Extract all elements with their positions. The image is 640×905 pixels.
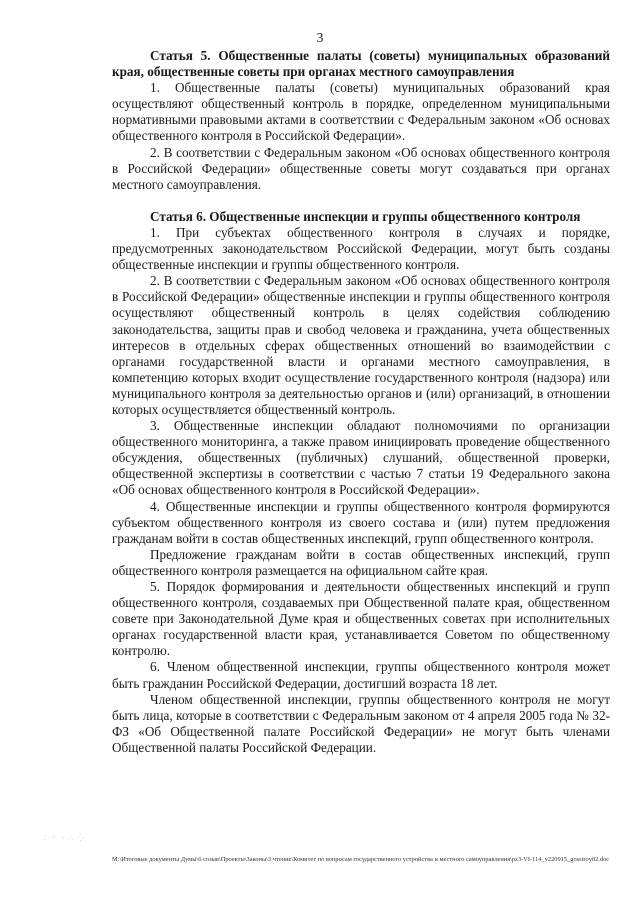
article-6-paragraph: 1. При субъектах общественного контроля в случаях и порядке, предусмотренных законодательством Российской Федерации, могут быть созданы общественные инспекции и группы общественного контроля. xyxy=(112,224,610,273)
article-6-heading: Статья 6. Общественные инспекции и группы общественного контроля xyxy=(150,208,581,224)
article-6-paragraph: Предложение гражданам войти в состав общественных инспекций, групп общественного контроля размещается на официальном сайте края. xyxy=(112,546,610,578)
article-6-paragraph: 6. Членом общественной инспекции, группы общественного контроля может быть гражданин Российской Федерации, достигший возраста 18 лет. xyxy=(112,659,610,691)
article-5-heading: Статья 5. Общественные палаты (советы) муниципальных образований края, общественные советы при органах местного самоуправления xyxy=(112,48,610,80)
footer-file-path: M:\Итоговые документы Думы\6 созыв\Проекты\Законы\3 чтение\Комитет по вопросам государственного устройства и местного самоуправления\pz3-VI-114_v220915_gosstroy02.doc xyxy=(112,856,610,863)
article-6-paragraph: 4. Общественные инспекции и группы общественного контроля формируются субъектом общественного контроля из своего состава и (или) путем предложения гражданам войти в состав общественных инспекций, групп общественного контроля. xyxy=(112,498,610,546)
article-6-paragraph: 2. В соответствии с Федеральным законом «Об основах общественного контроля в Российской Федерации» общественные инспекции и группы общественного контроля осуществляют общественный контроль в целях содействия соблюдению законодательства, защиты прав и свобод человека и гражданина, учета общественных интересов в отдельных сферах общественных отношений во взаимодействии с органами государственной власти и органами местного самоуправления, в компетенцию которых входит осуществление государственного контроля (надзора) или муниципального контроля за деятельностью органов и (или) организаций, в отношении которых осуществляется общественный контроль. xyxy=(112,273,610,417)
document-body xyxy=(112,48,610,756)
page-number: 3 xyxy=(316,30,324,45)
article-6-paragraph: 5. Порядок формирования и деятельности общественных инспекций и групп общественного контроля, создаваемых при Общественной палате края, общественном совете при Законодательной Думе края и общественных советах при исполнительных органах государственной власти края, устанавливается Советом по общественному контролю. xyxy=(112,579,610,659)
article-5-paragraph: 1. Общественные палаты (советы) муниципальных образований края осуществляют общественный контроль в порядке, определенном муниципальными нормативными правовыми актами в соответствии с Федеральным законом «Об основах общественного контроля в Российской Федерации». xyxy=(112,80,610,144)
scan-artifact: ⁚ ⁘ ⁖ ∴ ⁛ xyxy=(44,834,85,842)
article-5-paragraph: 2. В соответствии с Федеральным законом «Об основах общественного контроля в Российской Федерации» общественные советы могут создаваться при органах местного самоуправления. xyxy=(112,144,610,192)
section-gap xyxy=(112,193,610,209)
article-6-paragraph: Членом общественной инспекции, группы общественного контроля не могут быть лица, которые в соответствии с Федеральным законом от 4 апреля 2005 года № 32-ФЗ «Об Общественной палате Российской Федерации» не могут быть членами Общественной палаты Российской Федерации. xyxy=(112,691,610,755)
article-6-paragraph: 3. Общественные инспекции обладают полномочиями по организации общественного мониторинга, а также правом инициировать проведение общественного обсуждения, общественных (публичных) слушаний, общественной проверки, общественной экспертизы в соответствии с частью 7 статьи 19 Федерального закона «Об основах общественного контроля в Российской Федерации». xyxy=(112,418,610,498)
